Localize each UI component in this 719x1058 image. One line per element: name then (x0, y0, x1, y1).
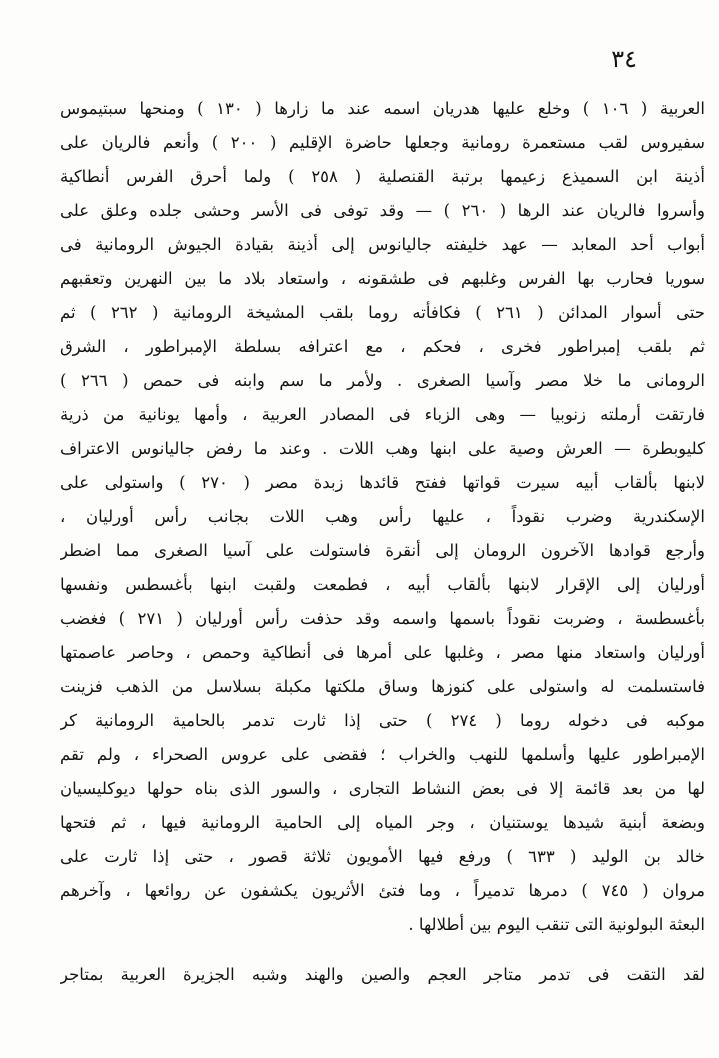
text-line: لابنها بألقاب أبيه سيرت قواتها ففتح قائدها زبدة مصر ( ٢٧٠ ) واستولى على (60, 473, 705, 492)
text-line: سوريا فحارب بها الفرس وغلبهم فى طشقونه ، واستعاد بلاد ما بين النهرين وتعقبهم (60, 269, 705, 288)
text-line: الرومانى ما خلا مصر وآسيا الصغرى . ولأمر ما سم وابنه فى حمص ( ٢٦٦ ) (60, 371, 705, 390)
text-line: لقد التقت فى تدمر متاجر العجم والصين والهند وشبه الجزيرة العربية بمتاجر (60, 965, 705, 984)
text-line: موكبه فى دخوله روما ( ٢٧٤ ) حتى إذا ثارت تدمر بالحامية الرومانية كر (60, 711, 705, 730)
text-line: أبواب أحد المعابد — عهد خليفته جاليانوس إلى أذينة بقيادة الجيوش الرومانية فى (60, 235, 705, 254)
text-line: مروان ( ٧٤٥ ) دمرها تدميراً ، وما فتئ الأثريون يكشفون عن روائعها ، وآخرهم (60, 881, 705, 900)
text-line: لها من بعد قائمة إلا فى بعض النشاط التجارى ، والسور الذى بناه حولها ديوكليسيان (60, 779, 705, 798)
text-line: حتى أسوار المدائن ( ٢٦١ ) فكافأته روما بلقب المشيخة الرومانية ( ٢٦٢ ) ثم (60, 303, 705, 322)
text-line: فاستسلمت له واستولى على كنوزها وساق ملكتها مكبلة بسلاسل من الذهب فزينت (60, 677, 705, 696)
text-line: وبضعة أبنية شيدها يوستنيان ، وجر المياه إلى الحامية الرومانية فيها ، ثم فتحها (60, 813, 705, 832)
text-line: وأرجع قوادها الآخرون الرومان إلى أنقرة فاستولت على آسيا الصغرى مما اضطر (60, 541, 705, 560)
text-line: أذينة ابن السميذع زعيمها برتبة القنصلية ( ٢٥٨ ) ولما أحرق الفرس أنطاكية (60, 167, 705, 186)
text-line: بأغسطسة ، وضربت نقوداً باسمها واسمه وقد حذفت رأس أورليان ( ٢٧١ ) فغضب (60, 609, 705, 628)
text-line: العربية ( ١٠٦ ) وخلع عليها هدريان اسمه عند ما زارها ( ١٣٠ ) ومنحها سبتيموس (60, 99, 705, 118)
text-line: خالد بن الوليد ( ٦٣٣ ) ورفع فيها الأمويون ثلاثة قصور ، حتى إذا ثارت على (60, 847, 705, 866)
text-line: أورليان واستعاد منها مصر ، وغلبها على أمرها فى أنطاكية وحمص ، وحاصر عاصمتها (60, 643, 705, 662)
text-line: وأسروا فالريان عند الرها ( ٢٦٠ ) — وقد توفى فى الأسر وحشى جلده وعلق على (60, 201, 705, 220)
text-line: الإسكندرية وضرب نقوداً ، عليها رأس وهب اللات بجانب رأس أورليان ، (60, 507, 705, 526)
text-line: كليوبطرة — العرش وصية على ابنها وهب اللات . وعند ما رفض جاليانوس الاعتراف (60, 439, 705, 458)
text-line: أورليان إلى الإقرار لابنها بألقاب أبيه ، فطمعت ولقبت ابنها بأغسطس ونفسها (60, 575, 705, 594)
text-line: الإمبراطور عليها وأسلمها للنهب والخراب ؛ فقضى على عروس الصحراء ، ولم تقم (60, 745, 705, 764)
page-number: ٣٤ (611, 45, 637, 73)
text-line: سفيروس لقب مستعمرة رومانية وجعلها حاضرة الإقليم ( ٢٠٠ ) وأنعم فالريان على (60, 133, 705, 152)
text-line: ثم بلقب إمبراطور فخرى ، فحكم ، مع اعترافه بسلطة الإمبراطور ، الشرق (60, 337, 705, 356)
text-line: البعثة البولونية التى تنقب اليوم بين أطلالها . (408, 915, 705, 934)
text-line: فارتقت أرملته زنوبيا — وهى الزباء فى المصادر العربية ، وأمها يونانية من ذرية (60, 405, 705, 424)
